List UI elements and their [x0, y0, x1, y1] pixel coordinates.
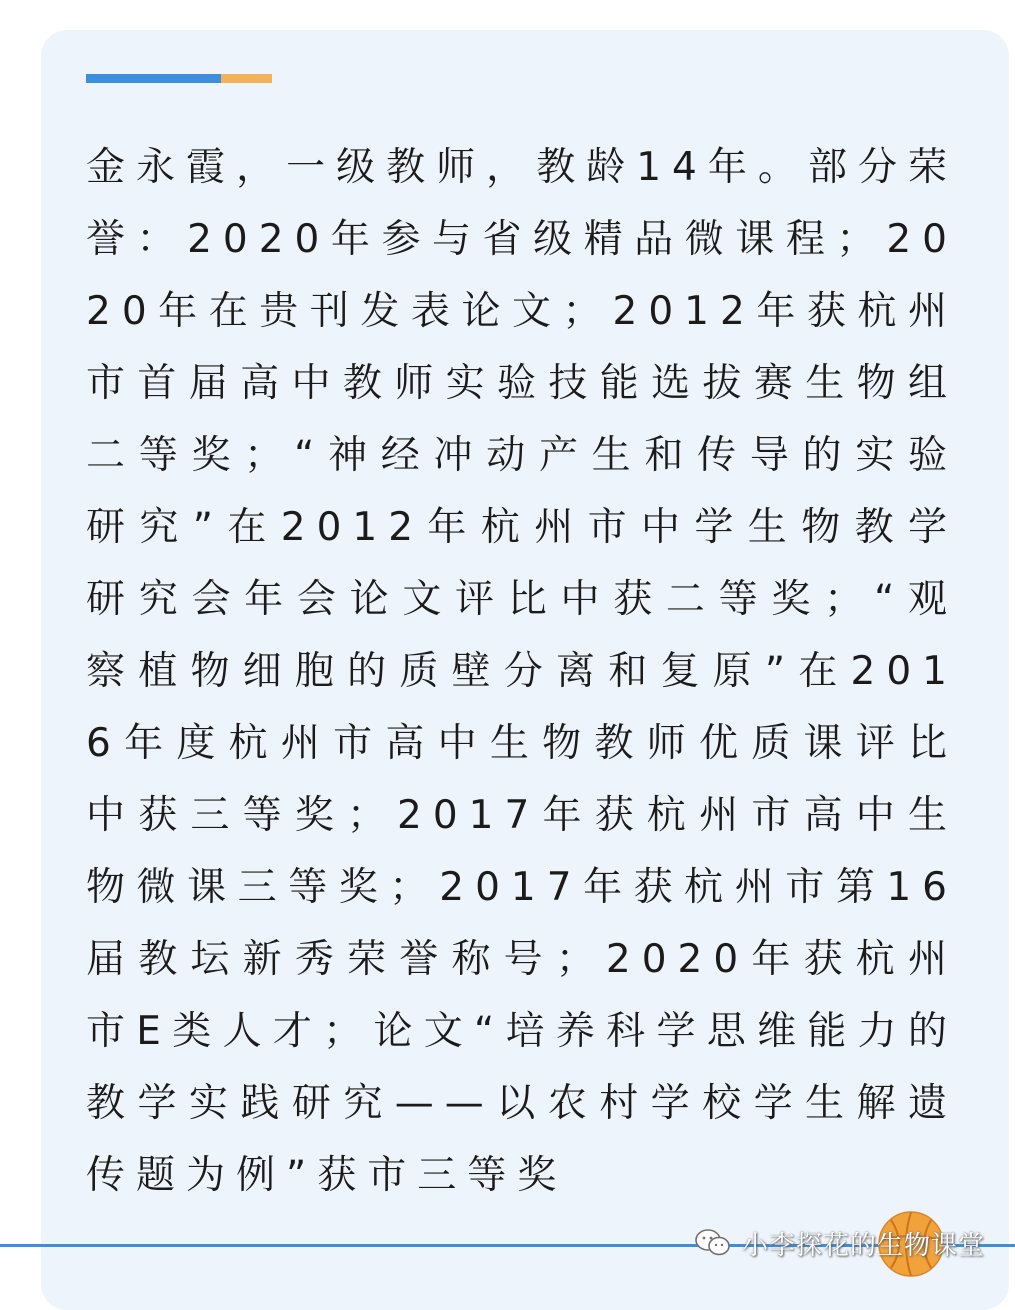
- title-accent-bar: [86, 74, 272, 83]
- accent-bar-blue: [86, 74, 221, 83]
- watermark-text: 小李探花的生物课堂: [741, 1230, 985, 1261]
- wechat-icon: [694, 1228, 732, 1258]
- watermark: [694, 1208, 985, 1278]
- accent-bar-orange: [221, 74, 272, 83]
- teacher-bio-text: 金永霞，一级教师，教龄14年。部分荣誉：2020年参与省级精品微课程；2020年在贵刊发表论文；2012年获杭州市首届高中教师实验技能选拔赛生物组二等奖；“神经冲动产生和传导的实验研究”在2012年杭州市中学生物教学研究会年会论文评比中获二等奖；“观察植物细胞的质壁分离和复原”在2016年度杭州市高中生物教师优质课评比中获三等奖；2017年获杭州市高中生物微课三等奖；2017年获杭州市第16届教坛新秀荣誉称号；2020年获杭州市E类人才；论文“培养科学思维能力的教学实践研究——以农村学校学生解遗传题为例”获市三等奖: [86, 145, 958, 1198]
